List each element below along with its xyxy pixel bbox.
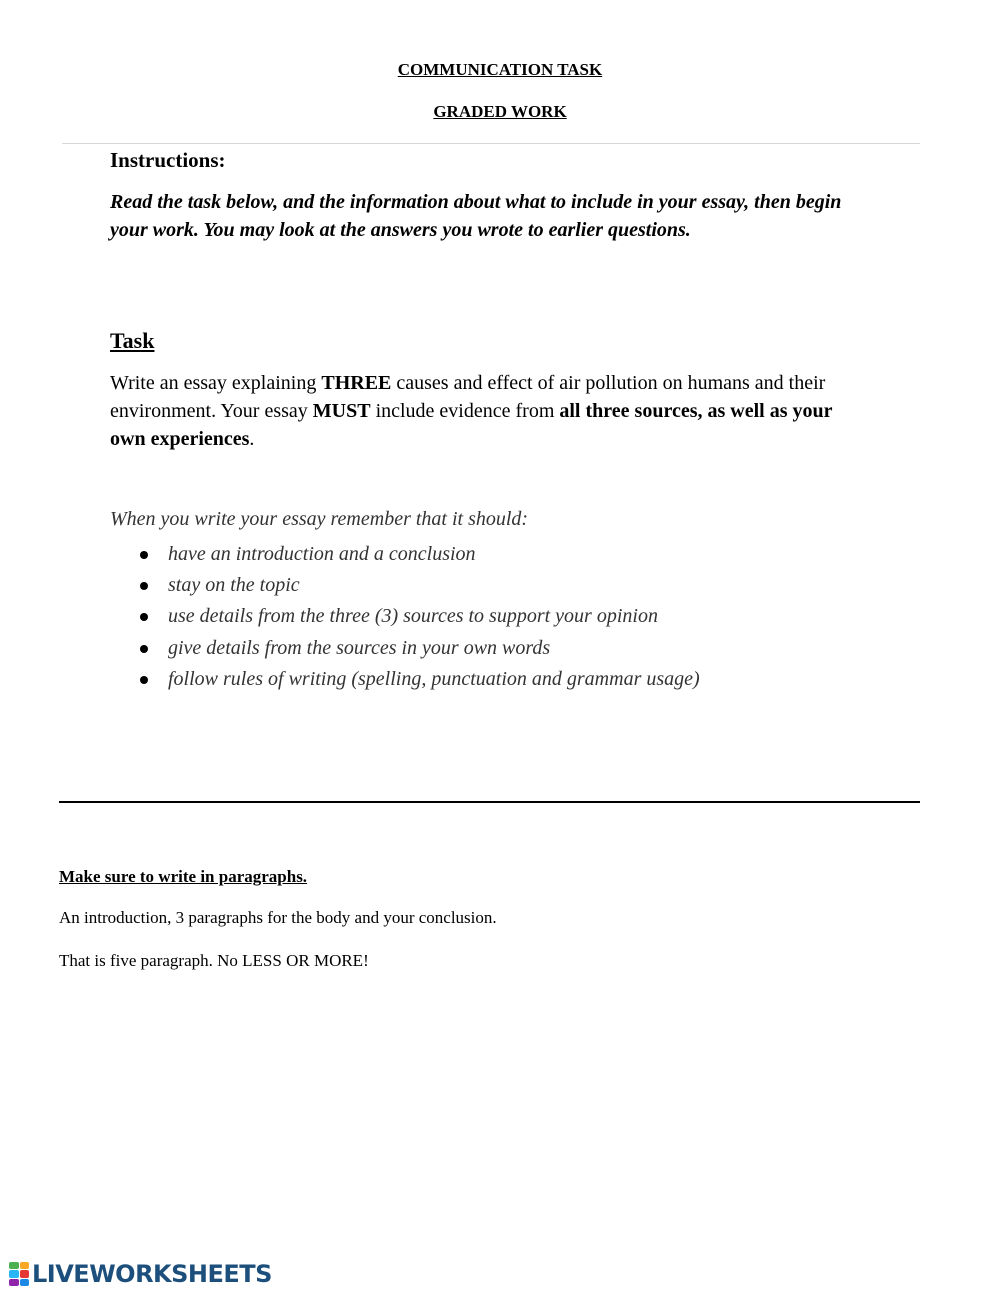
logo-block xyxy=(20,1262,30,1269)
logo-block xyxy=(9,1270,19,1277)
list-item: have an introduction and a conclusion xyxy=(138,540,700,571)
section-divider xyxy=(59,801,920,803)
logo-icon xyxy=(9,1262,29,1286)
liveworksheets-logo[interactable] xyxy=(9,1260,272,1288)
task-text xyxy=(110,369,870,453)
scan-top-edge xyxy=(62,143,920,144)
page-title: COMMUNICATION TASK xyxy=(397,60,603,79)
logo-block xyxy=(9,1262,19,1269)
list-item: stay on the topic xyxy=(138,571,700,602)
note-line-1: An introduction, 3 paragraphs for the body and your conclusion. xyxy=(59,908,497,927)
task-emphasis-three: THREE xyxy=(321,372,392,394)
logo-text: LIVEWORKSHEETS xyxy=(32,1260,272,1288)
logo-block xyxy=(9,1279,19,1286)
instructions-heading: Instructions: xyxy=(110,148,226,172)
task-text-part: include evidence from xyxy=(370,400,560,422)
page-subtitle: GRADED WORK xyxy=(433,102,567,121)
remember-intro: When you write your essay remember that it should: xyxy=(110,508,529,530)
list-item: follow rules of writing (spelling, punctuation and grammar usage) xyxy=(138,665,700,696)
task-text-part: causes and effect of air pollution on humans and their environment. Your essay xyxy=(110,372,826,422)
task-text-part: Write an essay explaining xyxy=(110,372,322,394)
note-line-2: That is five paragraph. No LESS OR MORE! xyxy=(59,951,369,970)
instructions-text: Read the task below, and the information about what to include in your essay, then begin your work. You may look at the answers you wrote to earlier questions. xyxy=(110,191,842,241)
remember-list xyxy=(138,540,700,696)
list-item: give details from the sources in your own words xyxy=(138,634,700,665)
list-item: use details from the three (3) sources to support your opinion xyxy=(138,602,700,633)
note-heading: Make sure to write in paragraphs. xyxy=(59,867,308,886)
task-emphasis-sources: all three sources, as well as your own experiences xyxy=(110,400,833,450)
task-text-part: . xyxy=(249,428,255,450)
logo-block xyxy=(20,1279,30,1286)
task-heading: Task xyxy=(110,328,155,353)
logo-block xyxy=(20,1270,30,1277)
task-emphasis-must: MUST xyxy=(312,400,371,422)
